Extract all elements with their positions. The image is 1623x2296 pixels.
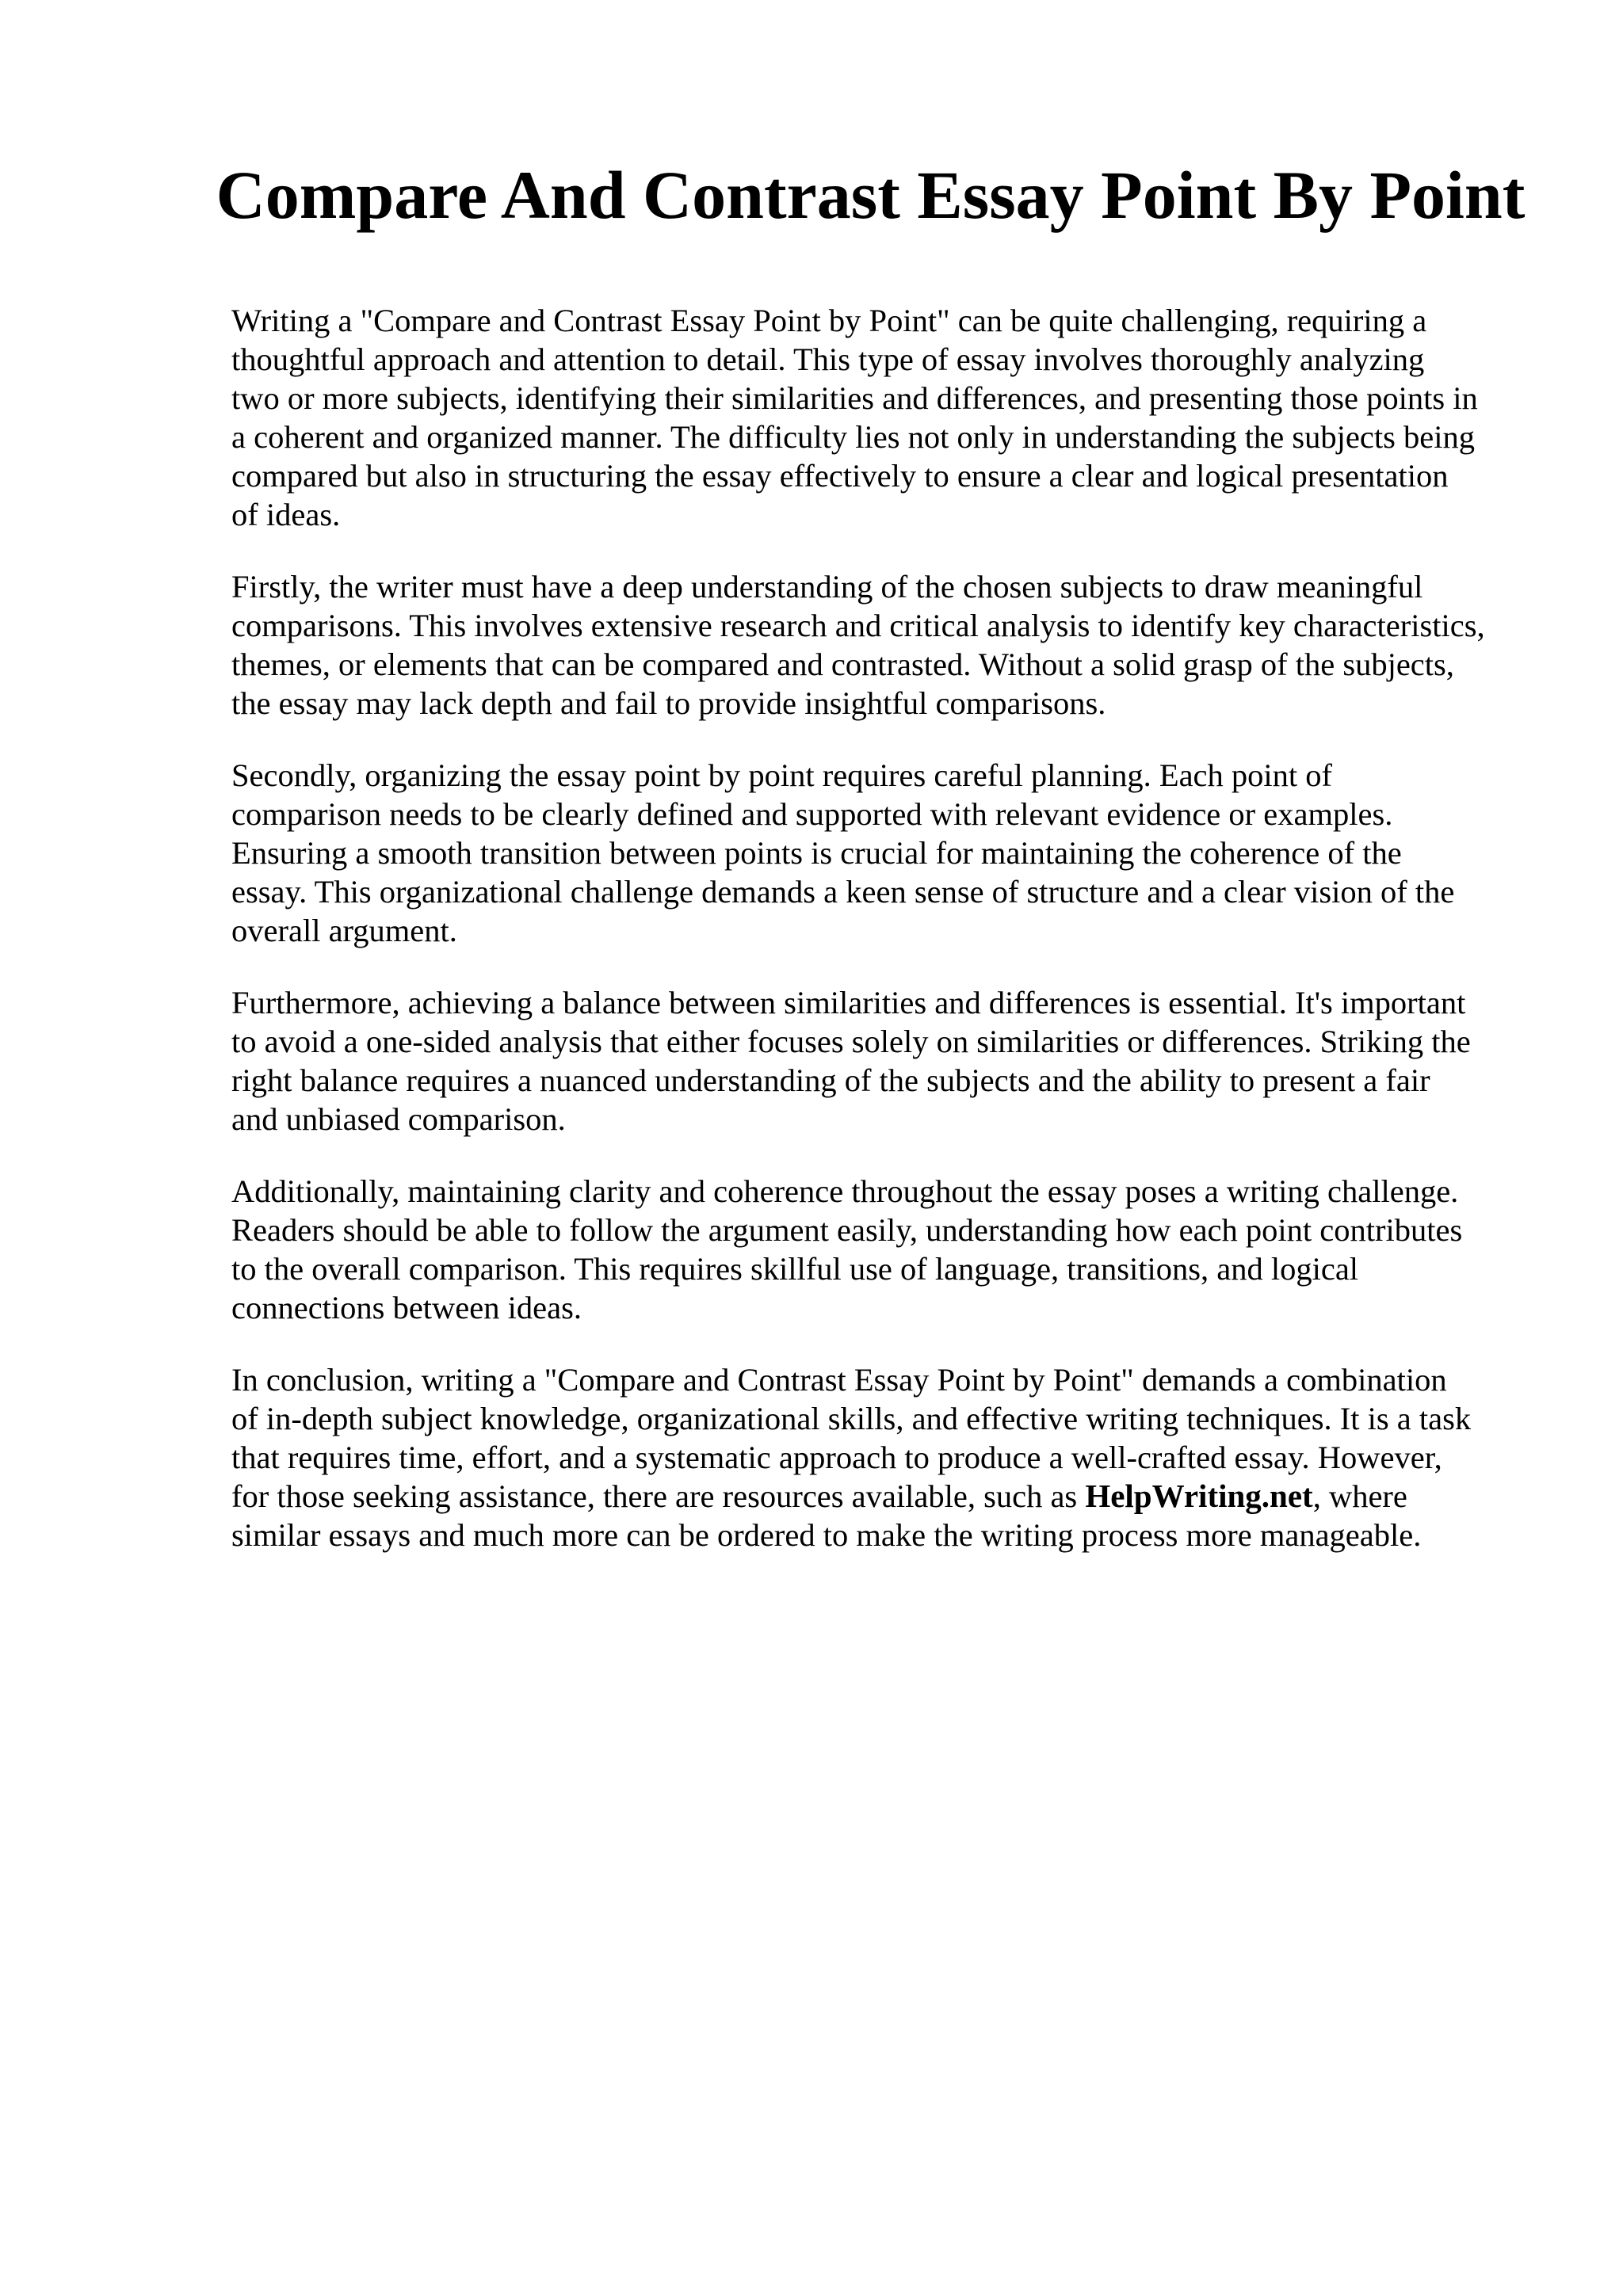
link-suffix-text: , where — [1312, 1478, 1407, 1514]
paragraph-intro — [231, 301, 1563, 534]
text-line-with-link — [231, 1477, 1563, 1516]
text-line: themes, or elements that can be compared and contrasted. Without a solid grasp of the subjects, — [231, 646, 1454, 682]
text-line: right balance requires a nuanced understanding of the subjects and the ability to present a fair — [231, 1062, 1430, 1098]
paragraph-furthermore — [231, 983, 1563, 1138]
text-line: two or more subjects, identifying their similarities and differences, and presenting those points in — [231, 380, 1478, 416]
text-line: In conclusion, writing a "Compare and Contrast Essay Point by Point" demands a combination — [231, 1362, 1447, 1398]
text-line: Firstly, the writer must have a deep understanding of the chosen subjects to draw meaningful — [231, 569, 1423, 605]
text-line: thoughtful approach and attention to detail. This type of essay involves thoroughly analyzing — [231, 341, 1425, 377]
page-title: Compare And Contrast Essay Point By Point — [216, 157, 1526, 233]
text-line: Writing a "Compare and Contrast Essay Point by Point" can be quite challenging, requiring a — [231, 303, 1427, 338]
text-line: connections between ideas. — [231, 1290, 582, 1325]
text-line: Secondly, organizing the essay point by point requires careful planning. Each point of — [231, 757, 1333, 793]
link-prefix-text: for those seeking assistance, there are resources available, such as — [231, 1478, 1086, 1514]
text-line: Readers should be able to follow the argument easily, understanding how each point contributes — [231, 1212, 1463, 1248]
paragraph-secondly — [231, 756, 1563, 950]
essay-body — [231, 301, 1563, 1588]
text-line: Ensuring a smooth transition between points is crucial for maintaining the coherence of the — [231, 835, 1402, 871]
text-line: comparisons. This involves extensive research and critical analysis to identify key characteristics, — [231, 608, 1485, 643]
paragraph-firstly — [231, 567, 1563, 723]
text-line: essay. This organizational challenge demands a keen sense of structure and a clear vision of the — [231, 874, 1455, 910]
text-line: compared but also in structuring the essay effectively to ensure a clear and logical presentation — [231, 458, 1449, 494]
text-line: that requires time, effort, and a systematic approach to produce a well-crafted essay. However, — [231, 1440, 1442, 1475]
text-line: of in-depth subject knowledge, organizational skills, and effective writing techniques. It is a task — [231, 1401, 1472, 1436]
paragraph-additionally — [231, 1172, 1563, 1327]
text-line: the essay may lack depth and fail to provide insightful comparisons. — [231, 685, 1106, 721]
text-line: to avoid a one-sided analysis that either focuses solely on similarities or differences. Striking the — [231, 1024, 1471, 1059]
text-line: to the overall comparison. This requires skillful use of language, transitions, and logical — [231, 1251, 1359, 1287]
text-line: Additionally, maintaining clarity and coherence throughout the essay poses a writing challenge. — [231, 1173, 1459, 1209]
text-line: Furthermore, achieving a balance between similarities and differences is essential. It's important — [231, 985, 1466, 1020]
helpwriting-link[interactable]: HelpWriting.net — [1085, 1478, 1313, 1514]
text-line: comparison needs to be clearly defined and supported with relevant evidence or examples. — [231, 796, 1393, 832]
text-line: a coherent and organized manner. The difficulty lies not only in understanding the subjects being — [231, 419, 1475, 455]
text-line: similar essays and much more can be ordered to make the writing process more manageable. — [231, 1517, 1422, 1553]
text-line: and unbiased comparison. — [231, 1101, 566, 1137]
paragraph-conclusion — [231, 1360, 1563, 1554]
text-line: of ideas. — [231, 497, 341, 532]
text-line: overall argument. — [231, 913, 457, 948]
